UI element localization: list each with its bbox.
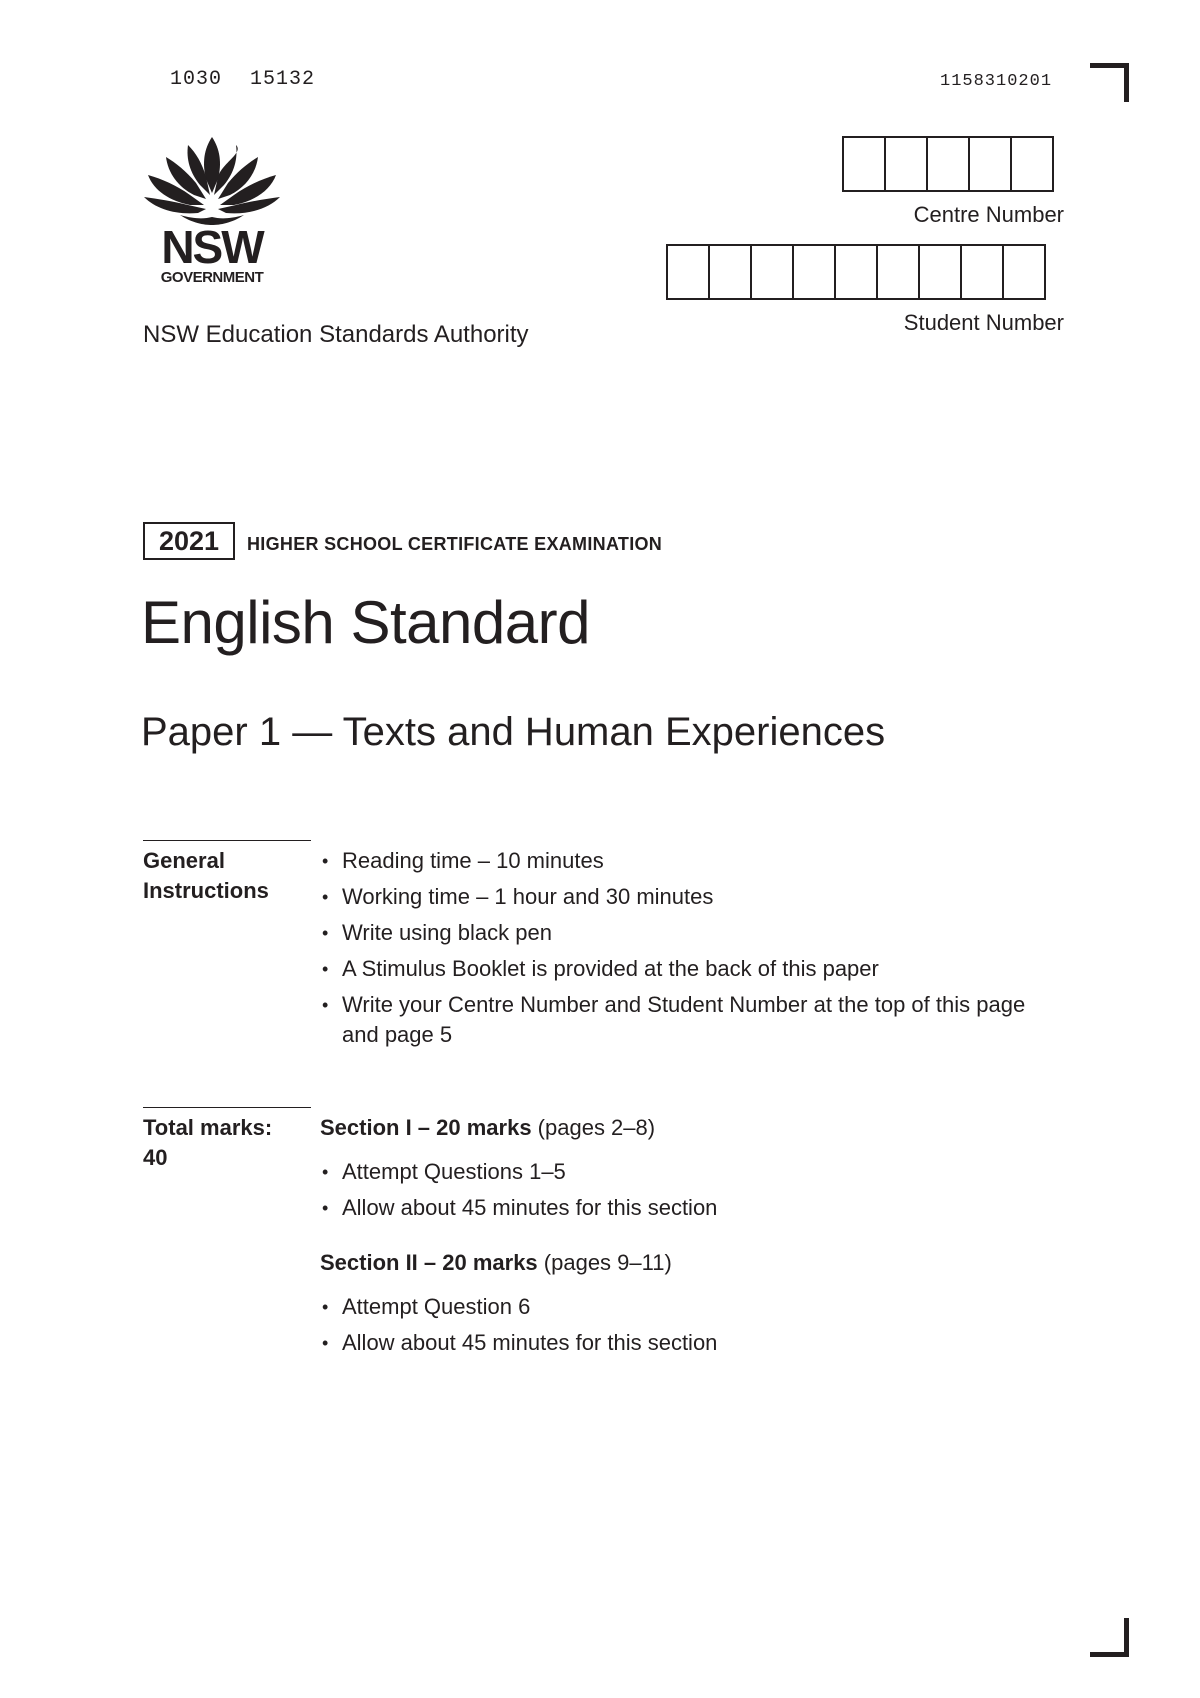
list-item: • Allow about 45 minutes for this section: [320, 1193, 1040, 1223]
section-title: Section II – 20 marks: [320, 1250, 538, 1275]
list-item: • Attempt Questions 1–5: [320, 1157, 1040, 1187]
student-number-digit-box[interactable]: [876, 244, 920, 300]
heading-line: Total marks:: [143, 1115, 273, 1140]
divider: [143, 840, 311, 841]
section-2-list: [320, 1292, 1040, 1364]
nsw-government-logo: [140, 135, 285, 287]
student-number-digit-box[interactable]: [960, 244, 1004, 300]
section-2-heading: [320, 1248, 672, 1278]
student-number-label: Student Number: [903, 310, 1064, 335]
section-1-heading: [320, 1113, 655, 1143]
section-pages: (pages 9–11): [537, 1250, 672, 1275]
centre-number-label: Centre Number: [913, 202, 1064, 227]
section-1-list: [320, 1157, 1040, 1229]
centre-number-boxes[interactable]: [842, 136, 1054, 192]
paper-title: Paper 1 — Texts and Human Experiences: [141, 710, 886, 754]
logo-subtitle: GOVERNMENT: [160, 269, 264, 286]
heading-line: General: [143, 848, 225, 873]
student-number-digit-box[interactable]: [792, 244, 836, 300]
exam-title: HIGHER SCHOOL CERTIFICATE EXAMINATION: [247, 534, 663, 554]
exam-code-part-a: 1030: [170, 68, 223, 91]
exam-code: [170, 68, 315, 91]
general-instructions-heading: [143, 846, 269, 906]
total-marks-value: 40: [143, 1145, 168, 1170]
list-item: • Reading time – 10 minutes: [320, 846, 1040, 876]
heading-line: Instructions: [143, 878, 269, 903]
student-number-digit-box[interactable]: [750, 244, 794, 300]
centre-number-digit-box[interactable]: [926, 136, 970, 192]
page-barcode-number: 1158310201: [940, 72, 1053, 91]
exam-year: 2021: [143, 522, 235, 560]
list-item: • Allow about 45 minutes for this section: [320, 1328, 1040, 1358]
student-number-digit-box[interactable]: [1002, 244, 1046, 300]
list-item: • A Stimulus Booklet is provided at the back of this paper: [320, 954, 1040, 984]
general-instructions-list: [320, 846, 1040, 1056]
waratah-icon: [144, 137, 280, 225]
subject-title: English Standard: [141, 589, 590, 656]
student-number-digit-box[interactable]: [834, 244, 878, 300]
centre-number-digit-box[interactable]: [842, 136, 886, 192]
centre-number-digit-box[interactable]: [884, 136, 928, 192]
student-number-digit-box[interactable]: [666, 244, 710, 300]
centre-number-digit-box[interactable]: [1010, 136, 1054, 192]
authority-name: NSW Education Standards Authority: [143, 321, 529, 348]
exam-code-part-b: 15132: [250, 68, 316, 91]
total-marks-heading: [143, 1113, 272, 1173]
registration-mark-bottom: [1090, 1618, 1129, 1657]
divider: [143, 1107, 311, 1108]
section-pages: (pages 2–8): [531, 1115, 656, 1140]
section-title: Section I – 20 marks: [320, 1115, 532, 1140]
student-number-boxes[interactable]: [666, 244, 1046, 300]
list-item: • Write your Centre Number and Student Number at the top of this page and page 5: [320, 990, 1040, 1050]
student-number-digit-box[interactable]: [708, 244, 752, 300]
registration-mark-top: [1090, 63, 1129, 102]
centre-number-digit-box[interactable]: [968, 136, 1012, 192]
list-item: • Working time – 1 hour and 30 minutes: [320, 882, 1040, 912]
list-item: • Attempt Question 6: [320, 1292, 1040, 1322]
student-number-digit-box[interactable]: [918, 244, 962, 300]
list-item: • Write using black pen: [320, 918, 1040, 948]
logo-wordmark: NSW: [161, 221, 263, 273]
